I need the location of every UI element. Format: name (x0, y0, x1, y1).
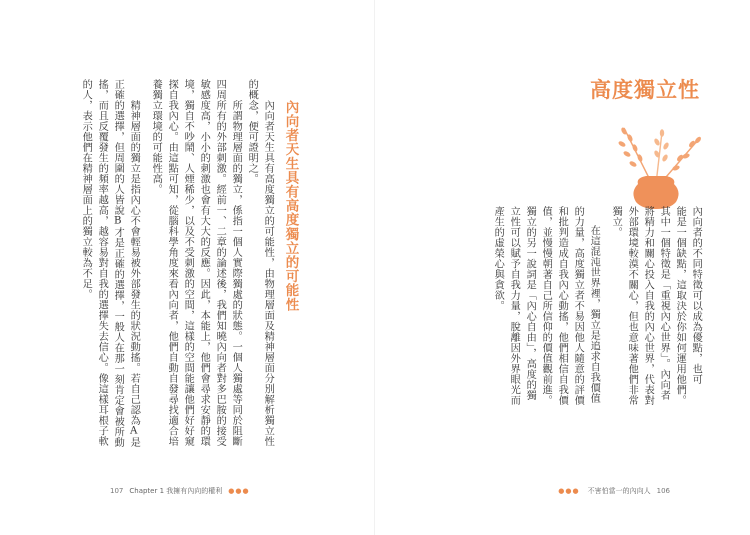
body-column: 和批判造成自我內心動搖，他們相信自我價 (556, 206, 568, 406)
body-column: 其中一個特徵是「重視內心世界」。內向者 (658, 206, 670, 401)
running-header: 不害怕當一的內向人 (587, 487, 651, 495)
vase-branches-illustration (600, 118, 710, 213)
body-column: 搖，而且反覆發生的頻率越高，越容易對自我的選擇失去信心。像這樣耳根子軟 (96, 79, 108, 447)
branch-left (618, 127, 652, 184)
body-column: 產生的虛榮心與貪欲。 (492, 206, 504, 311)
body-column: 的力量，高度獨立者不易因他人隨意的評價 (572, 206, 584, 406)
body-column: 四周所有的外部刺激。經前一、二章的論述後，我們知曉內向者對多巴胺的接受 (214, 79, 226, 447)
footer-ornament: ●●● (558, 487, 580, 495)
body-column: 在這混沌世界裡，獨立是追求自我價值 (588, 225, 600, 404)
section-title: 高度獨立性 (590, 78, 700, 102)
section-heading: 內向者天生具有高度獨立的可能性 (282, 100, 299, 312)
body-column: 值，並慢慢朝著自己所信仰的價值觀前進。 (540, 206, 552, 406)
body-column: 獨立。 (610, 206, 622, 238)
body-column: 養獨立環境的可能性高。 (150, 79, 162, 195)
body-column: 敏感度高，小小的刺激也會有大大的反應。因此，本能上，他們會尋求安靜的環 (198, 79, 210, 447)
footer-ornament: ●●● (228, 487, 250, 495)
body-column: 的概念，便可證明之。 (246, 79, 258, 184)
body-column: 內向者的不同特徵可以成為優點，也可 (690, 206, 702, 385)
page-number: 106 (656, 487, 670, 495)
body-column: 將精力和關心投入自我的內心世界，代表對 (642, 206, 654, 406)
body-column: 外部環境較漠不關心，但也意味著他們非常 (626, 206, 638, 406)
body-column: 精神層面的獨立是指內心不會輕易被外部發生的狀況動搖。若自己認為A是 (128, 100, 140, 448)
body-column: 獨立的另一說詞是「內心自由」，高度的獨 (524, 206, 536, 401)
right-page-footer (558, 486, 670, 496)
body-column: 境，獨自不吵鬧、人煙稀少，以及不受刺激的空間，這樣的空間能讓他們好好窺 (182, 79, 194, 447)
body-column: 探自我內心。由這點可知，從腦科學角度來看內向者，他們自動自發尋找適合培 (166, 79, 178, 447)
body-column: 能是一個缺點，這取決於你如何運用他們。 (674, 206, 686, 406)
page-number: 107 (110, 487, 124, 495)
body-column: 立性可以賦予自我力量，脫離因外界眼光而 (508, 206, 520, 406)
body-column: 所謂物理層面的獨立，係指一個人實際獨處的狀態。一個人獨處等同於阻斷 (230, 100, 242, 447)
body-column: 的人，表示他們在精神層面上的獨立較為不足。 (80, 79, 92, 300)
running-header: Chapter 1 我擁有內向的權利 (129, 487, 223, 495)
body-column: 正確的選擇，但周圍的人皆說B才是正確的選擇，一般人在那一刻肯定會被所動 (112, 79, 124, 448)
body-column: 內向者天生具有高度獨立的可能性，由物理層面及精神層面分別解析獨立性 (262, 100, 274, 447)
page-gutter (374, 0, 375, 535)
vase (633, 176, 678, 209)
left-page-footer (110, 486, 250, 496)
